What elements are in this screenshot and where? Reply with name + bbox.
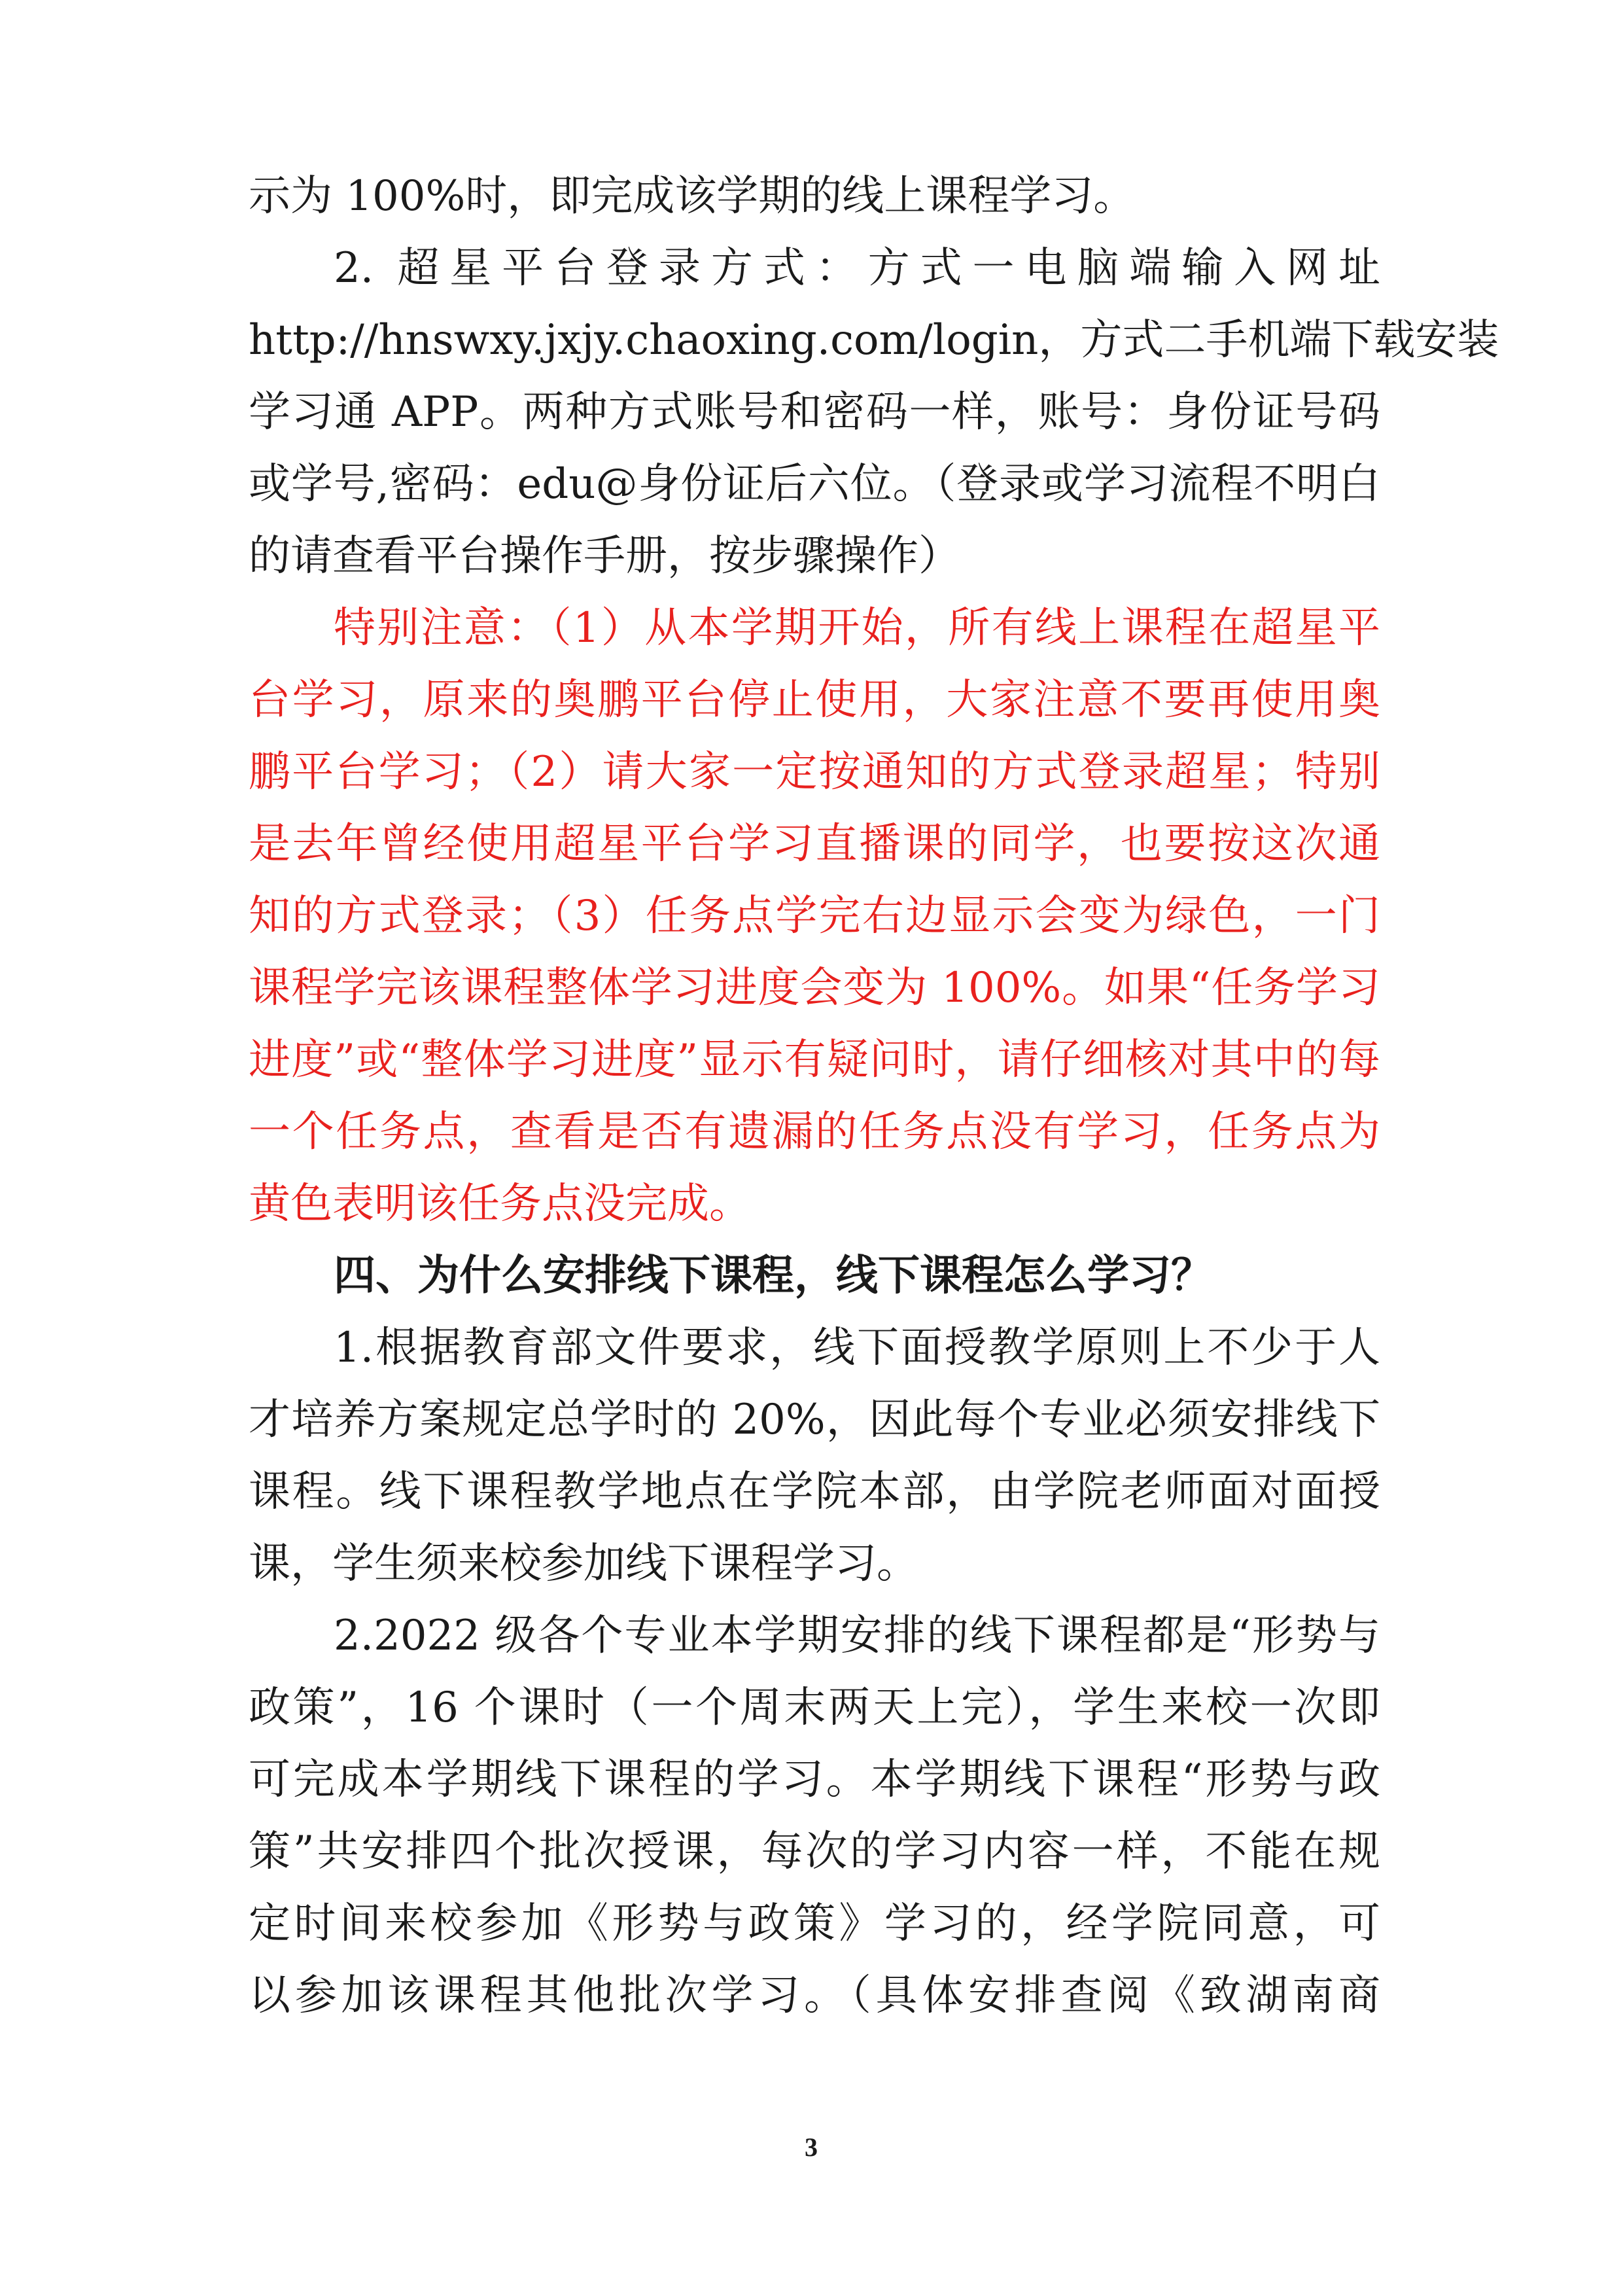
text-line: 课程。线下课程教学地点在学院本部，由学院老师面对面授 (249, 1468, 1380, 1516)
text-line: 1.根据教育部文件要求，线下面授教学原则上不少于人 (334, 1324, 1380, 1372)
notice-line: 黄色表明该任务点没完成。 (249, 1180, 751, 1228)
text-line: 以参加该课程其他批次学习。（具体安排查阅《致湖南商 (249, 1971, 1380, 2020)
notice-line: 特别注意：（1）从本学期开始，所有线上课程在超星平 (334, 604, 1380, 652)
notice-line: 鹏平台学习；（2）请大家一定按通知的方式登录超星；特别 (249, 748, 1380, 796)
text-line: 学习通 APP。两种方式账号和密码一样，账号：身份证号码 (249, 388, 1380, 436)
text-line: 的请查看平台操作手册，按步骤操作） (249, 532, 960, 580)
text-line: 定时间来校参加《形势与政策》学习的，经学院同意，可 (249, 1899, 1380, 1948)
text-line: 才培养方案规定总学时的 20%，因此每个专业必须安排线下 (249, 1396, 1380, 1444)
notice-line: 课程学完该课程整体学习进度会变为 100%。如果“任务学习 (249, 964, 1380, 1012)
text-line: 示为 100%时，即完成该学期的线上课程学习。 (249, 172, 1136, 221)
text-line: 或学号,密码：edu@身份证后六位。（登录或学习流程不明白 (249, 460, 1380, 508)
page-number: 3 (805, 2132, 818, 2162)
text-line: http://hnswxy.jxjy.chaoxing.com/login，方式二手机端下载安装 (249, 316, 1499, 364)
text-line: 策”共安排四个批次授课，每次的学习内容一样，不能在规 (249, 1828, 1380, 1876)
text-line: 课，学生须来校参加线下课程学习。 (249, 1540, 918, 1588)
notice-line: 台学习，原来的奥鹏平台停止使用，大家注意不要再使用奥 (249, 676, 1380, 724)
notice-line: 进度”或“整体学习进度”显示有疑问时，请仔细核对其中的每 (249, 1036, 1380, 1084)
notice-line: 一个任务点，查看是否有遗漏的任务点没有学习，任务点为 (249, 1108, 1380, 1156)
text-line: 2. 超星平台登录方式：方式一电脑端输入网址 (334, 244, 1380, 292)
notice-line: 是去年曾经使用超星平台学习直播课的同学，也要按这次通 (249, 820, 1380, 868)
text-line: 可完成本学期线下课程的学习。本学期线下课程“形势与政 (249, 1756, 1380, 1804)
notice-line: 知的方式登录；（3）任务点学完右边显示会变为绿色，一门 (249, 892, 1380, 940)
text-line: 政策”，16 个课时（一个周末两天上完），学生来校一次即 (249, 1684, 1380, 1732)
text-line: 2.2022 级各个专业本学期安排的线下课程都是“形势与 (334, 1612, 1380, 1660)
section-heading: 四、为什么安排线下课程，线下课程怎么学习？ (334, 1252, 1213, 1300)
